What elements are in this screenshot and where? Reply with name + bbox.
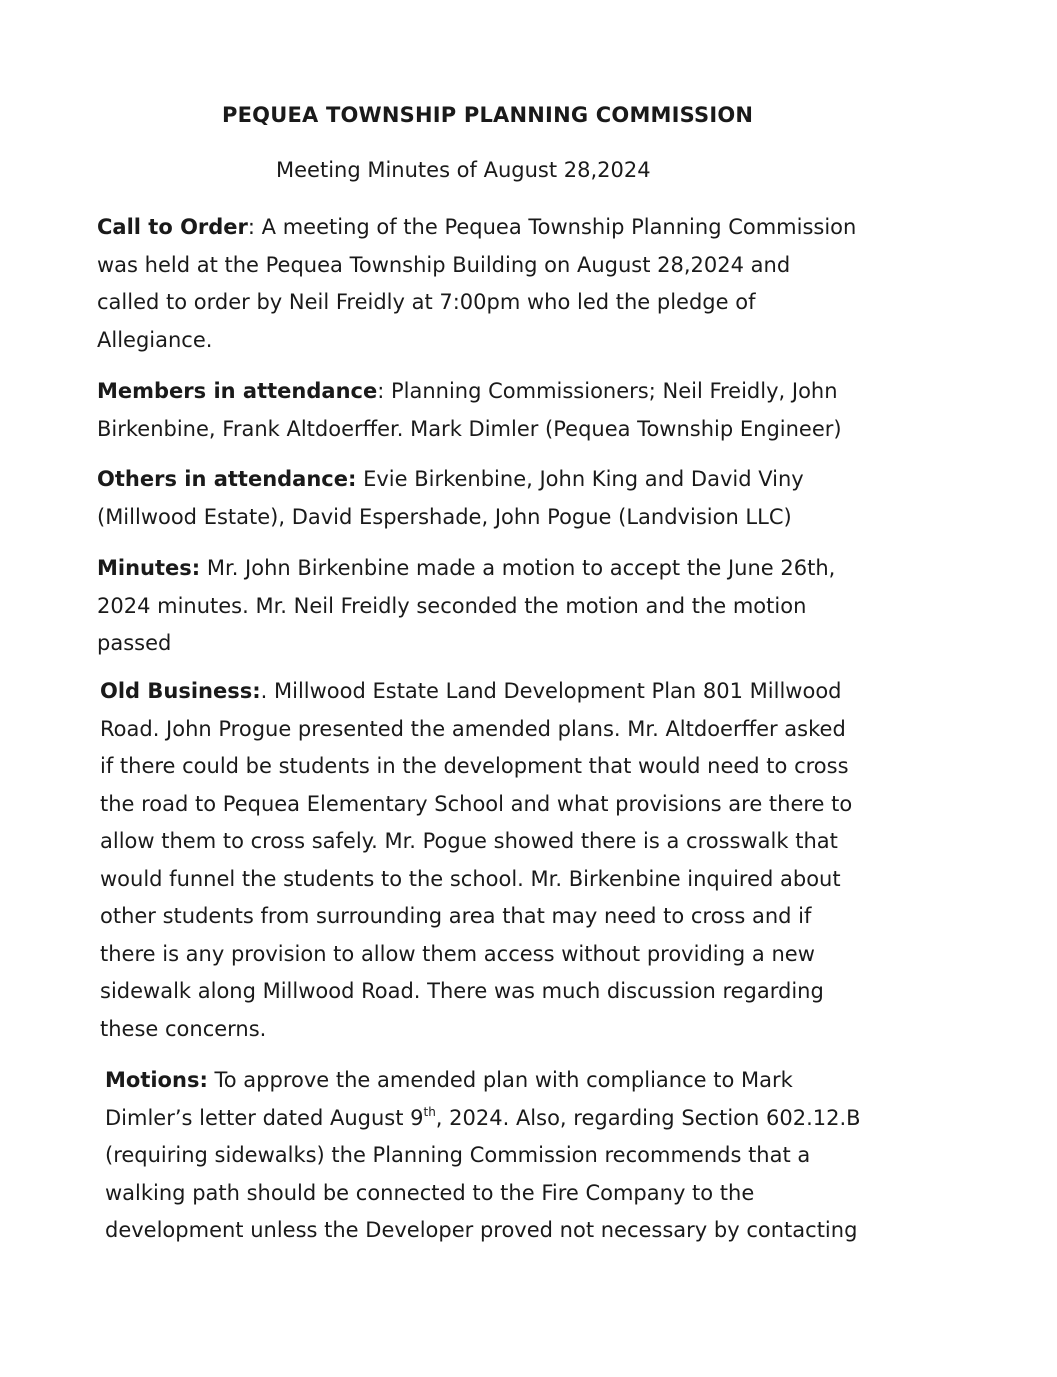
call-to-order-section	[97, 209, 856, 359]
ordinal-superscript: th	[423, 1104, 436, 1119]
paragraph-line: walking path should be connected to the Fire Company to the	[105, 1180, 755, 1205]
others-attendance-section	[97, 461, 804, 536]
paragraph-line: Dimler’s letter dated August 9th, 2024. Also, regarding Section 602.12.B	[105, 1104, 861, 1130]
paragraph-line: these concerns.	[100, 1016, 267, 1041]
paragraph-line: Old Business:. Millwood Estate Land Development Plan 801 Millwood	[100, 679, 842, 703]
paragraph-line: Birkenbine, Frank Altdoerffer. Mark Dimler (Pequea Township Engineer)	[97, 416, 842, 441]
paragraph-line: allow them to cross safely. Mr. Pogue showed there is a crosswalk that	[100, 829, 838, 853]
paragraph-line: called to order by Neil Freidly at 7:00pm who led the pledge of	[97, 290, 756, 314]
section-label: Old Business:	[100, 679, 261, 703]
paragraph-line: passed	[97, 631, 172, 655]
motions-section	[105, 1062, 861, 1250]
section-label: Minutes:	[97, 556, 201, 580]
section-label: Others in attendance:	[97, 467, 357, 491]
section-label: Members in attendance	[97, 379, 378, 403]
paragraph-line: the road to Pequea Elementary School and what provisions are there to	[100, 791, 853, 816]
section-label: Call to Order	[97, 215, 248, 239]
paragraph-line: 2024 minutes. Mr. Neil Freidly seconded the motion and the motion	[97, 593, 807, 618]
paragraph-line: if there could be students in the development that would need to cross	[100, 754, 849, 778]
paragraph-line: Allegiance.	[97, 327, 213, 352]
minutes-section	[97, 550, 835, 663]
paragraph-line: Minutes: Mr. John Birkenbine made a motion to accept the June 26th,	[97, 556, 836, 580]
paragraph-line: other students from surrounding area that may need to cross and if	[100, 904, 812, 928]
old-business-section	[100, 673, 852, 1048]
paragraph-line: Others in attendance: Evie Birkenbine, John King and David Viny	[97, 467, 804, 491]
paragraph-line: was held at the Pequea Township Building on August 28,2024 and	[97, 252, 791, 277]
page-title: PEQUEA TOWNSHIP PLANNING COMMISSION	[222, 103, 754, 127]
paragraph-line: Motions: To approve the amended plan with compliance to Mark	[105, 1068, 793, 1092]
members-attendance-section	[97, 373, 842, 448]
paragraph-line: sidewalk along Millwood Road. There was much discussion regarding	[100, 979, 824, 1003]
meeting-date-subtitle: Meeting Minutes of August 28,2024	[276, 158, 651, 182]
paragraph-line: Call to Order: A meeting of the Pequea Township Planning Commission	[97, 215, 857, 239]
paragraph-line: would funnel the students to the school. Mr. Birkenbine inquired about	[100, 866, 841, 891]
paragraph-line: Members in attendance: Planning Commissioners; Neil Freidly, John	[97, 379, 838, 403]
paragraph-line: there is any provision to allow them access without providing a new	[100, 941, 815, 966]
paragraph-line: development unless the Developer proved not necessary by contacting	[105, 1218, 858, 1242]
paragraph-line: (requiring sidewalks) the Planning Commission recommends that a	[105, 1143, 811, 1167]
section-label: Motions:	[105, 1068, 208, 1092]
paragraph-line: Road. John Progue presented the amended plans. Mr. Altdoerffer asked	[100, 716, 846, 741]
paragraph-line: (Millwood Estate), David Espershade, John Pogue (Landvision LLC)	[97, 504, 792, 529]
